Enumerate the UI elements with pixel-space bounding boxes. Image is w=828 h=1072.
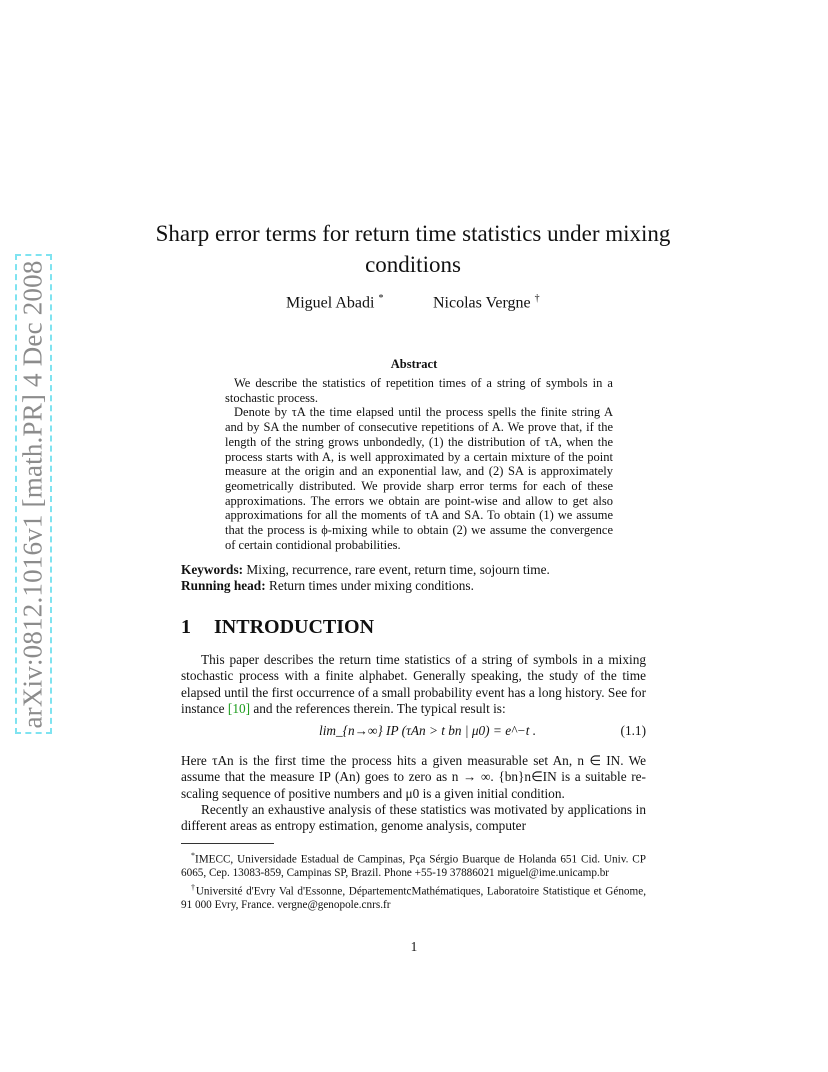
abstract-paragraph-2: Denote by τA the time elapsed until the process spells the finite string A and by SA the number of consecutive repetitions of A. We prove that, if the length of the string grows unbondedly, (1) the distribution of τA, when the process starts with A, is well approximated by a certain mixture of the point measure at the origin and an exponential law, and (2) SA is approximately geometrically distributed. We provide sharp error terms for each of these approximations. The errors we obtain are point-wise and allow to get also approximations for all the moments of τA and SA. To obtain (1) we assume that the process is ϕ-mixing while to obtain (2) we assume the convergence of certain contidional probabilities.	[225, 405, 613, 552]
abstract-heading: Abstract	[390, 357, 438, 371]
abstract-paragraph-1: We describe the statistics of repetition times of a string of symbols in a stochastic process.	[225, 376, 613, 405]
paper-title: Sharp error terms for return time statistics under mixing conditions	[155, 221, 671, 277]
arxiv-identifier-stamp	[15, 254, 52, 734]
author-vergne-footnote-mark: †	[534, 293, 540, 304]
intro-paragraph-1	[181, 652, 646, 717]
equation-1-1	[181, 719, 646, 749]
author-abadi-name: Miguel Abadi	[286, 294, 375, 312]
footnote-1-mark: *	[191, 851, 195, 860]
intro-paragraph-3: Recently an exhaustive analysis of these statistics was motivated by applications in different areas as entropy estimation, genome analysis, computer	[181, 802, 646, 834]
abstract-body	[225, 376, 613, 552]
equation-number: (1.1)	[620, 723, 646, 739]
keywords-line	[181, 562, 651, 578]
footnote-rule	[181, 843, 274, 844]
keywords-text: Mixing, recurrence, rare event, return time, sojourn time.	[246, 562, 550, 577]
page-number: 1	[410, 939, 418, 954]
keywords-block	[181, 562, 651, 594]
footnote-1-text: IMECC, Universidade Estadual de Campinas, Pça Sérgio Buarque de Holanda 651 Cid. Univ. CP 6065, Cep. 13083-859, Campinas SP, Brazil. Phone +55-19 37886021 miguel@ime.unicamp.br	[181, 853, 646, 880]
section-number: 1	[181, 616, 191, 638]
author-vergne	[433, 293, 540, 312]
author-abadi-footnote-mark: *	[378, 293, 384, 304]
introduction-body	[181, 652, 646, 835]
author-vergne-name: Nicolas Vergne	[433, 294, 531, 312]
citation-link-10[interactable]: [10]	[227, 700, 251, 716]
equation-expression: lim_{n→∞} IP (τAn > t bn | μ0) = e^−t .	[319, 723, 537, 739]
footnote-2-text: Université d'Evry Val d'Essonne, DépartementcMathématiques, Laboratoire Statistique et Génome, 91 000 Evry, France. vergne@genopole.cnrs.fr	[181, 885, 646, 911]
section-title-text: INTRODUCTION	[214, 616, 375, 638]
footnote-2	[181, 881, 646, 913]
running-head-label: Running head:	[181, 578, 266, 593]
author-abadi	[286, 293, 383, 312]
footnotes	[181, 849, 646, 912]
intro-paragraph-2: Here τAn is the first time the process hits a given measurable set An, n ∈ IN. We assume that the measure IP (An) goes to zero as n → ∞. {bn}n∈IN is a suitable re-scaling sequence of positive numbers and μ0 is a given initial condition.	[181, 753, 646, 801]
intro-p1-text-end: and the references therein. The typical result is:	[250, 700, 506, 716]
intro-p1-text: This paper describes the return time statistics of a string of symbols in a mixing stochastic process with a finite alphabet. Generally speaking, the study of the time elapsed until the first occurrence of a small probability event has a long history. See for instance	[181, 652, 646, 716]
arxiv-identifier-text: arXiv:0812.1016v1 [math.PR] 4 Dec 2008	[18, 259, 49, 729]
footnote-1	[181, 849, 646, 881]
running-head-text: Return times under mixing conditions.	[268, 578, 474, 593]
section-heading	[181, 616, 374, 639]
keywords-label: Keywords:	[181, 562, 244, 577]
footnote-2-mark: †	[191, 882, 196, 892]
running-head-line	[181, 578, 651, 594]
